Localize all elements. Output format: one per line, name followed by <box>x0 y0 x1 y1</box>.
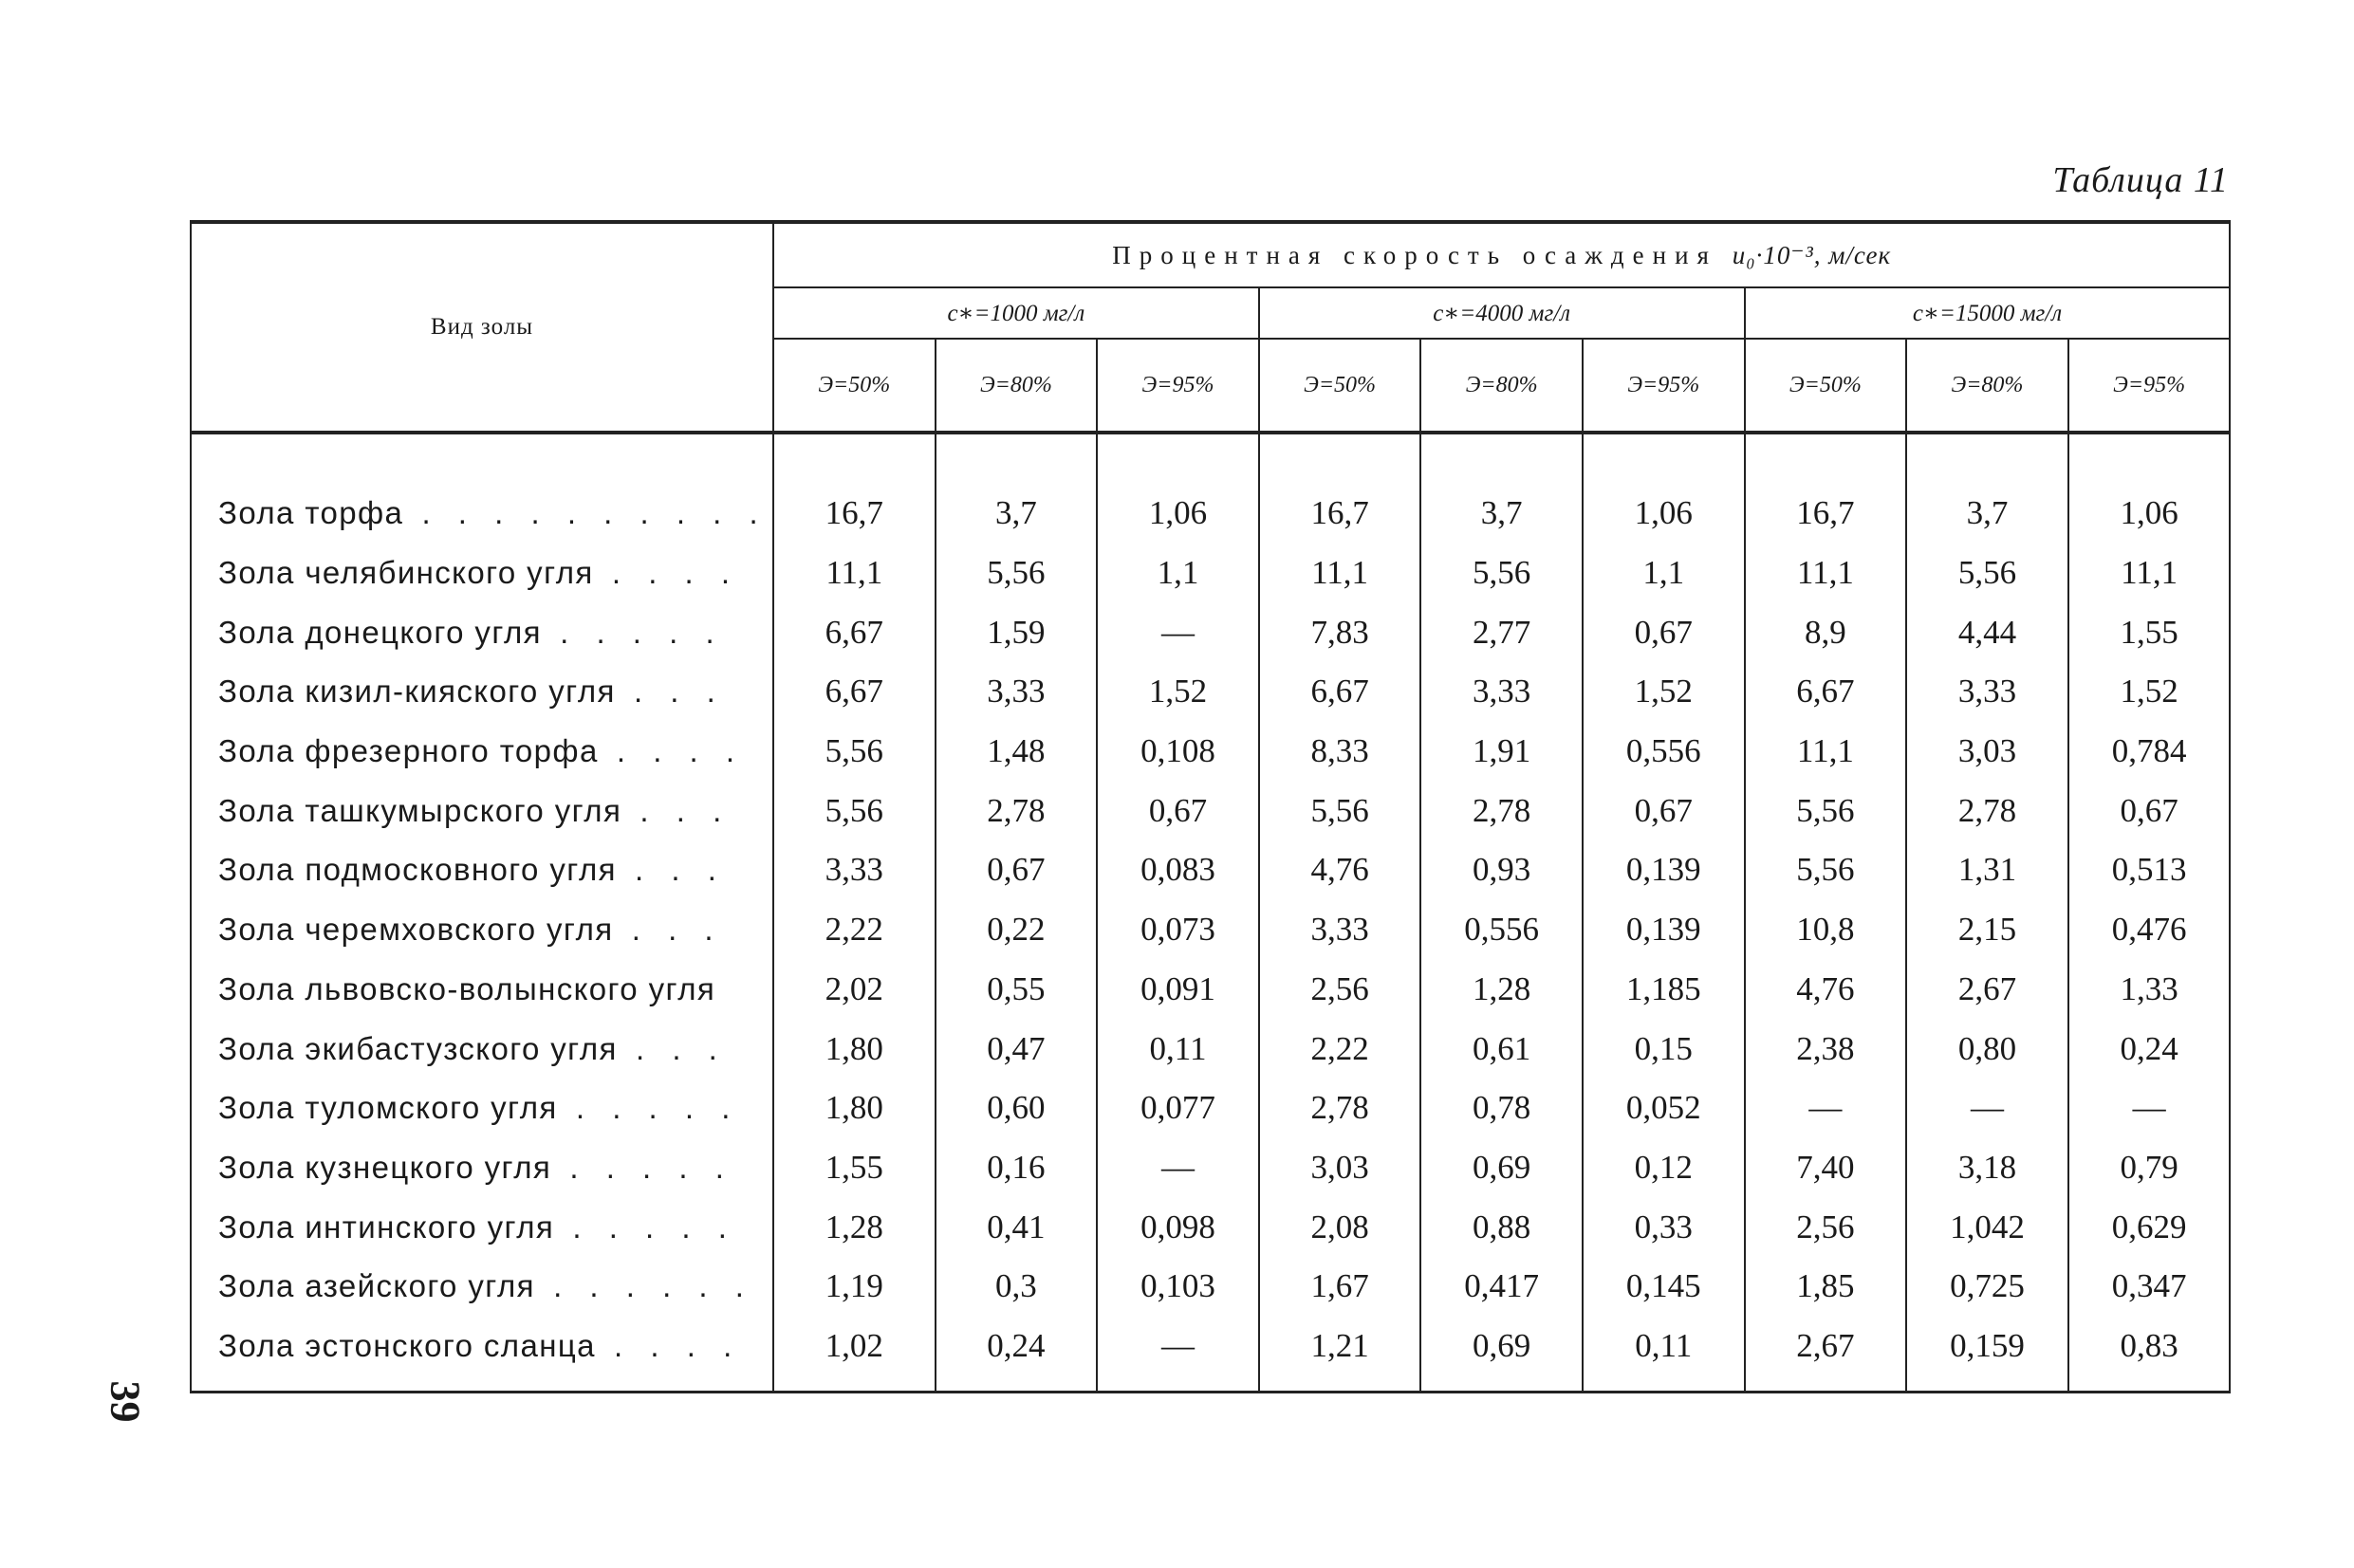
table-cell: 0,476 <box>2068 900 2231 960</box>
table-cell: — <box>1906 1079 2068 1138</box>
table-cell: 4,44 <box>1906 602 2068 662</box>
table-cell: 4,76 <box>1745 960 1907 1020</box>
group-title: Процентная скорость осаждения <box>1112 240 1717 269</box>
ash-type-name <box>191 1257 773 1317</box>
page-number: 39 <box>102 1380 149 1423</box>
leader-dots: . . . . . . . . . . <box>403 495 768 531</box>
concentration-header: c∗=15000 мг/л <box>1745 287 2231 339</box>
efficiency-header: Э=95% <box>1583 339 1745 433</box>
table-cell: 0,091 <box>1097 960 1259 1020</box>
table-cell: 1,31 <box>1906 840 2068 900</box>
table-cell: 8,9 <box>1745 602 1907 662</box>
table-cell: 11,1 <box>1259 544 1421 603</box>
ash-type-label: Зола экибастузского угля <box>218 1030 618 1066</box>
table-cell: 2,22 <box>773 900 936 960</box>
table-cell: 16,7 <box>1259 484 1421 544</box>
table-cell: 5,56 <box>1745 840 1907 900</box>
table-cell: 0,11 <box>1097 1019 1259 1079</box>
table-cell: 0,67 <box>1097 781 1259 840</box>
table-cell: 2,22 <box>1259 1019 1421 1079</box>
table-cell: 2,15 <box>1906 900 2068 960</box>
table-cell: 1,85 <box>1745 1257 1907 1317</box>
table-cell: 11,1 <box>1745 722 1907 782</box>
table-cell: 1,59 <box>936 602 1098 662</box>
column-header-ash-type: Вид золы <box>191 222 773 433</box>
table-cell: 3,7 <box>936 484 1098 544</box>
table-cell: 0,24 <box>2068 1019 2231 1079</box>
table-cell: 0,556 <box>1583 722 1745 782</box>
table-cell: 0,24 <box>936 1317 1098 1393</box>
table-header <box>191 222 2230 433</box>
table-cell: 1,55 <box>773 1138 936 1198</box>
table-cell: 0,55 <box>936 960 1098 1020</box>
table-cell: 1,02 <box>773 1317 936 1393</box>
efficiency-header: Э=80% <box>1420 339 1583 433</box>
table-row <box>191 1197 2230 1257</box>
table-cell: 0,69 <box>1420 1138 1583 1198</box>
table-cell: 1,52 <box>1097 662 1259 722</box>
table-cell: 6,67 <box>1259 662 1421 722</box>
table-cell: 0,417 <box>1420 1257 1583 1317</box>
table-row <box>191 484 2230 544</box>
ash-type-label: Зола ташкумырского угля <box>218 792 622 828</box>
table-cell: 0,47 <box>936 1019 1098 1079</box>
table-cell: 0,139 <box>1583 900 1745 960</box>
ash-type-name <box>191 544 773 603</box>
table-cell: 6,67 <box>1745 662 1907 722</box>
ash-type-label: Зола интинского угля <box>218 1208 555 1245</box>
ash-type-name <box>191 1317 773 1393</box>
ash-type-label: Зола кузнецкого угля <box>218 1149 552 1185</box>
efficiency-header: Э=50% <box>1745 339 1907 433</box>
leader-dots: . . . . <box>598 733 745 769</box>
table-cell: 0,67 <box>936 840 1098 900</box>
table-cell: 16,7 <box>773 484 936 544</box>
table-cell: 2,08 <box>1259 1197 1421 1257</box>
table-row <box>191 1257 2230 1317</box>
table-cell: 0,80 <box>1906 1019 2068 1079</box>
table-cell: 0,098 <box>1097 1197 1259 1257</box>
table-cell: 1,06 <box>1583 484 1745 544</box>
concentration-header: c∗=4000 мг/л <box>1259 287 1745 339</box>
table-cell: 0,108 <box>1097 722 1259 782</box>
group-header-settling-rate <box>773 222 2230 287</box>
table-body <box>191 433 2230 1393</box>
table-row <box>191 1317 2230 1393</box>
table-cell: 1,185 <box>1583 960 1745 1020</box>
table-cell: 3,33 <box>773 840 936 900</box>
table-cell: 11,1 <box>1745 544 1907 603</box>
efficiency-header: Э=80% <box>1906 339 2068 433</box>
table-cell: 1,28 <box>773 1197 936 1257</box>
table-cell: 1,1 <box>1583 544 1745 603</box>
table-row <box>191 900 2230 960</box>
leader-dots: . . . <box>621 792 732 828</box>
table-cell: 0,073 <box>1097 900 1259 960</box>
table-cell: 11,1 <box>773 544 936 603</box>
table-cell: 1,48 <box>936 722 1098 782</box>
table-cell: 5,56 <box>1420 544 1583 603</box>
table-cell: 0,513 <box>2068 840 2231 900</box>
ash-type-name <box>191 840 773 900</box>
table-cell: 1,06 <box>2068 484 2231 544</box>
table-row <box>191 1138 2230 1198</box>
table-row <box>191 840 2230 900</box>
leader-dots: . . . . . <box>541 614 724 650</box>
ash-type-name <box>191 781 773 840</box>
table-cell: — <box>1097 1138 1259 1198</box>
table-cell: 0,22 <box>936 900 1098 960</box>
table-cell: 0,88 <box>1420 1197 1583 1257</box>
table-cell: 2,77 <box>1420 602 1583 662</box>
table-cell: 0,61 <box>1420 1019 1583 1079</box>
table-row <box>191 662 2230 722</box>
table-cell: 0,11 <box>1583 1317 1745 1393</box>
table-cell: 8,33 <box>1259 722 1421 782</box>
table-cell: — <box>1097 602 1259 662</box>
table-row <box>191 722 2230 782</box>
table-cell: 2,78 <box>1906 781 2068 840</box>
data-table-container <box>190 220 2230 1393</box>
table-cell: 3,03 <box>1906 722 2068 782</box>
table-cell: 5,56 <box>1259 781 1421 840</box>
table-cell: — <box>1097 1317 1259 1393</box>
table-cell: 1,67 <box>1259 1257 1421 1317</box>
table-cell: 3,7 <box>1420 484 1583 544</box>
table-cell: 0,145 <box>1583 1257 1745 1317</box>
leader-dots: . . . . . . <box>534 1268 753 1304</box>
table-cell: 2,56 <box>1745 1197 1907 1257</box>
table-cell: 3,33 <box>1259 900 1421 960</box>
ash-type-name <box>191 722 773 782</box>
ash-type-name <box>191 1138 773 1198</box>
leader-dots: . . . <box>617 1030 727 1066</box>
leader-dots: . . . <box>615 673 725 710</box>
table-cell: 2,38 <box>1745 1019 1907 1079</box>
table-cell: 5,56 <box>936 544 1098 603</box>
table-cell: 3,7 <box>1906 484 2068 544</box>
table-cell: 0,78 <box>1420 1079 1583 1138</box>
table-cell: 3,18 <box>1906 1138 2068 1198</box>
ash-type-label: Зола кизил-кияского угля <box>218 673 616 710</box>
ash-type-name <box>191 1019 773 1079</box>
table-cell: 0,60 <box>936 1079 1098 1138</box>
ash-type-label: Зола львовско-волынского угля <box>218 970 716 1006</box>
table-cell: 0,67 <box>1583 781 1745 840</box>
table-cell: 1,52 <box>2068 662 2231 722</box>
table-cell: 7,40 <box>1745 1138 1907 1198</box>
ash-type-name <box>191 900 773 960</box>
table-cell: 2,56 <box>1259 960 1421 1020</box>
leader-dots: . . . <box>616 852 726 888</box>
table-cell: 0,083 <box>1097 840 1259 900</box>
table-cell: 0,784 <box>2068 722 2231 782</box>
table-cell: 2,67 <box>1906 960 2068 1020</box>
table-cell: 0,103 <box>1097 1257 1259 1317</box>
table-cell: 2,78 <box>1420 781 1583 840</box>
ash-type-label: Зола черемховского угля <box>218 912 614 948</box>
table-row <box>191 781 2230 840</box>
leader-dots: . . . . . <box>551 1149 733 1185</box>
table-row <box>191 544 2230 603</box>
table-cell: 0,077 <box>1097 1079 1259 1138</box>
table-cell: 0,67 <box>2068 781 2231 840</box>
table-cell: 0,41 <box>936 1197 1098 1257</box>
table-cell: 0,67 <box>1583 602 1745 662</box>
table-cell: 0,93 <box>1420 840 1583 900</box>
table-cell: 0,79 <box>2068 1138 2231 1198</box>
table-cell: 0,69 <box>1420 1317 1583 1393</box>
table-cell: 1,55 <box>2068 602 2231 662</box>
efficiency-header: Э=95% <box>2068 339 2231 433</box>
table-cell: 2,02 <box>773 960 936 1020</box>
table-row <box>191 960 2230 1020</box>
ash-type-label: Зола фрезерного торфа <box>218 733 599 769</box>
table-cell: 6,67 <box>773 602 936 662</box>
leader-dots: . . . <box>613 912 723 948</box>
table-cell: 10,8 <box>1745 900 1907 960</box>
table-cell: 1,52 <box>1583 662 1745 722</box>
table-cell: 0,16 <box>936 1138 1098 1198</box>
efficiency-header: Э=95% <box>1097 339 1259 433</box>
table-spacer-row <box>191 433 2230 484</box>
table-cell: 11,1 <box>2068 544 2231 603</box>
table-cell: 0,629 <box>2068 1197 2231 1257</box>
ash-type-name <box>191 1079 773 1138</box>
ash-type-label: Зола торфа <box>218 495 404 531</box>
table-cell: 3,03 <box>1259 1138 1421 1198</box>
table-cell: 1,91 <box>1420 722 1583 782</box>
table-cell: 3,33 <box>1420 662 1583 722</box>
table-cell: 0,159 <box>1906 1317 2068 1393</box>
table-cell: 0,347 <box>2068 1257 2231 1317</box>
table-row <box>191 602 2230 662</box>
table-cell: 1,19 <box>773 1257 936 1317</box>
table-cell: 7,83 <box>1259 602 1421 662</box>
leader-dots: . . . . <box>595 1327 742 1363</box>
table-cell: 0,83 <box>2068 1317 2231 1393</box>
table-cell: 1,1 <box>1097 544 1259 603</box>
table-cell: 1,80 <box>773 1079 936 1138</box>
table-cell: 0,139 <box>1583 840 1745 900</box>
table-cell: 1,042 <box>1906 1197 2068 1257</box>
table-cell: 2,67 <box>1745 1317 1907 1393</box>
table-cell: 1,21 <box>1259 1317 1421 1393</box>
table-cell: 4,76 <box>1259 840 1421 900</box>
ash-type-label: Зола эстонского сланца <box>218 1327 596 1363</box>
leader-dots: . . . . <box>593 555 740 591</box>
table-cell: 0,725 <box>1906 1257 2068 1317</box>
table-cell: 0,556 <box>1420 900 1583 960</box>
table-cell: 1,80 <box>773 1019 936 1079</box>
table-cell: 5,56 <box>773 781 936 840</box>
table-cell: 0,052 <box>1583 1079 1745 1138</box>
leader-dots: . . . . . <box>554 1208 736 1245</box>
table-cell: 0,3 <box>936 1257 1098 1317</box>
table-cell: 1,33 <box>2068 960 2231 1020</box>
table-cell: 2,78 <box>1259 1079 1421 1138</box>
table-cell: 5,56 <box>1745 781 1907 840</box>
table-caption: Таблица 11 <box>2052 160 2229 200</box>
table-cell: — <box>2068 1079 2231 1138</box>
ash-type-name <box>191 960 773 1020</box>
ash-type-label: Зола челябинского угля <box>218 555 594 591</box>
table-cell: 2,78 <box>936 781 1098 840</box>
table-row <box>191 1019 2230 1079</box>
efficiency-header: Э=50% <box>773 339 936 433</box>
sedimentation-table <box>190 220 2231 1393</box>
table-cell: 6,67 <box>773 662 936 722</box>
ash-type-name <box>191 1197 773 1257</box>
table-cell: 16,7 <box>1745 484 1907 544</box>
leader-dots: . . . . . <box>557 1090 740 1126</box>
table-cell: 5,56 <box>773 722 936 782</box>
table-cell: 1,06 <box>1097 484 1259 544</box>
ash-type-name <box>191 484 773 544</box>
concentration-header: c∗=1000 мг/л <box>773 287 1259 339</box>
table-cell: 1,28 <box>1420 960 1583 1020</box>
ash-type-label: Зола туломского угля <box>218 1090 558 1126</box>
ash-type-label: Зола подмосковного угля <box>218 852 617 888</box>
table-row <box>191 1079 2230 1138</box>
efficiency-header: Э=80% <box>936 339 1098 433</box>
table-cell: — <box>1745 1079 1907 1138</box>
ash-type-name <box>191 602 773 662</box>
ash-type-name <box>191 662 773 722</box>
ash-type-label: Зола азейского угля <box>218 1268 535 1304</box>
table-cell: 0,33 <box>1583 1197 1745 1257</box>
efficiency-header: Э=50% <box>1259 339 1421 433</box>
ash-type-label: Зола донецкого угля <box>218 614 542 650</box>
group-symbol: u₀·10⁻³, м/сек <box>1732 240 1892 269</box>
table-cell: 0,12 <box>1583 1138 1745 1198</box>
table-cell: 3,33 <box>936 662 1098 722</box>
table-cell: 5,56 <box>1906 544 2068 603</box>
table-cell: 3,33 <box>1906 662 2068 722</box>
table-cell: 0,15 <box>1583 1019 1745 1079</box>
